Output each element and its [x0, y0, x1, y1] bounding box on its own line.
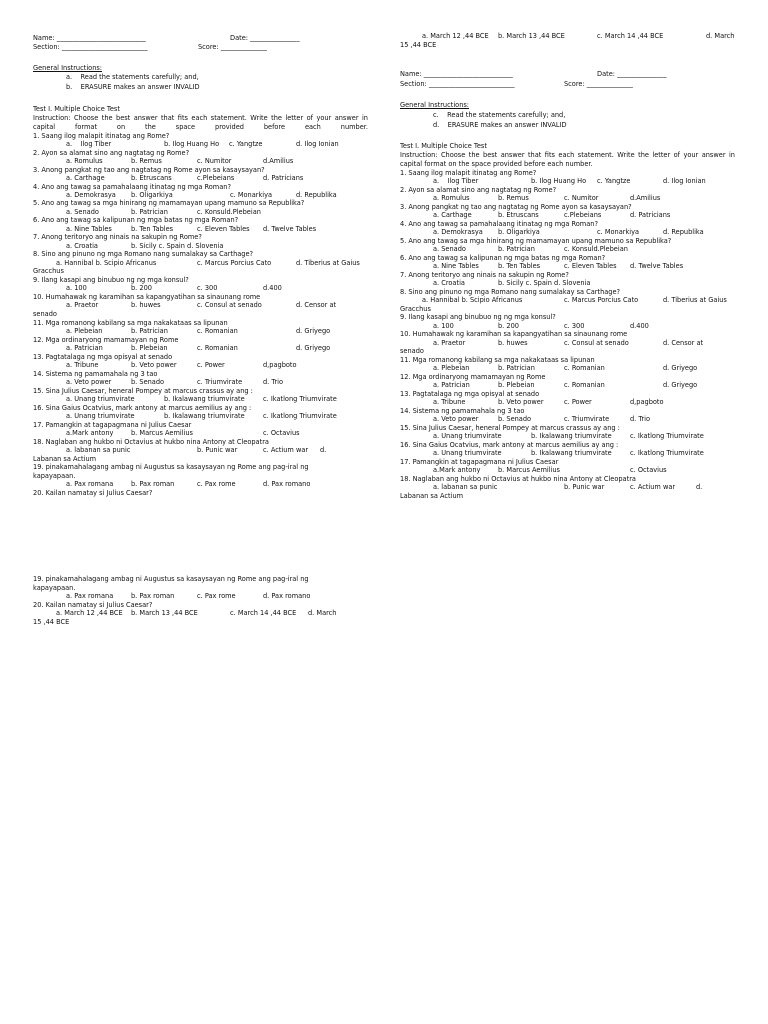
choice: d. Censor at: [663, 339, 704, 347]
choice: b. Etruscans: [131, 174, 172, 182]
choice: a. March 12 ,44 BCE: [56, 609, 123, 617]
choice: b. Punic war: [197, 446, 238, 454]
test-instruction: Instruction: Choose the best answer that fits each statement. Write the letter of your answer in capital format on the space provided before each number.: [33, 114, 368, 131]
choice-continuation: 15 ,44 BCE: [33, 618, 70, 626]
choice: c. Actium war: [263, 446, 309, 454]
choice: a. Pax romana: [66, 592, 114, 600]
question: 7. Anong teritoryo ang ninais na sakupin ng Rome?: [33, 233, 202, 241]
choice: b. Marcus Aemilius: [131, 429, 193, 437]
choice: c. Pax rome: [197, 480, 236, 488]
question: 17. Pamangkin at tagapagmana ni Julius Caesar: [400, 458, 559, 466]
choice: d.400: [263, 284, 282, 292]
choice: c. Ikatlong Triumvirate: [630, 449, 704, 457]
choice: a. Romulus: [66, 157, 103, 165]
choice: a. Unang triumvirate: [433, 432, 502, 440]
choice: c. Octavius: [263, 429, 300, 437]
choice: a. Ilog Tiber: [66, 140, 112, 148]
choice: d. Pax romano: [263, 592, 311, 600]
choice: b. Plebeian: [498, 381, 535, 389]
choice: d. Censor at: [296, 301, 337, 309]
instruction-item: b. ERASURE makes an answer INVALID: [66, 83, 200, 91]
choice: c. Romanian: [197, 344, 238, 352]
choice: c. Romanian: [564, 364, 605, 372]
choice: a. labanan sa punic: [433, 483, 498, 491]
choice: a. 100: [433, 322, 454, 330]
choice: d.: [320, 446, 327, 454]
question: 16. Sina Gaius Ocatvius, mark antony at marcus aemilius ay ang :: [400, 441, 619, 449]
question: 11. Mga romanong kabilang sa mga nakakataas sa lipunan: [33, 319, 228, 327]
question: 12. Mga ordinaryong mamamayan ng Rome: [33, 336, 179, 344]
question: 2. Ayon sa alamat sino ang nagtatag ng Rome?: [400, 186, 557, 194]
question: 3. Anong pangkat ng tao ang nagtatag ng Rome ayon sa kasaysayan?: [33, 166, 265, 174]
choice: d,pagboto: [630, 398, 664, 406]
section-field[interactable]: Section: __________________________: [33, 43, 148, 51]
choice: b. March 13 ,44 BCE: [131, 609, 198, 617]
choice: c. 300: [197, 284, 218, 292]
choice-continuation: Labanan sa Actium: [33, 455, 97, 463]
choice-continuation: senado: [33, 310, 57, 318]
choice: b. Remus: [131, 157, 162, 165]
choice: c. Ikatlong Triumvirate: [263, 412, 337, 420]
question: 13. Pagtatalaga ng mga opisyal at senado: [33, 353, 173, 361]
choice: b. Patrician: [131, 208, 168, 216]
choice: a. Patrician: [66, 344, 103, 352]
choice: b. March 13 ,44 BCE: [498, 32, 565, 40]
choice: a.Mark antony: [433, 466, 481, 474]
choice: b. Etruscans: [498, 211, 539, 219]
question: 2. Ayon sa alamat sino ang nagtatag ng Rome?: [33, 149, 190, 157]
choice: b. 200: [498, 322, 519, 330]
choice: d. Trio: [630, 415, 651, 423]
question: 16. Sina Gaius Ocatvius, mark antony at marcus aemilius ay ang :: [33, 404, 252, 412]
choice: c. Eleven Tables: [564, 262, 617, 270]
choice: c. March 14 ,44 BCE: [597, 32, 664, 40]
choice: a. Croatia: [66, 242, 98, 250]
choice: b. Ikalawang triumvirate: [164, 395, 245, 403]
choice: c. Actium war: [630, 483, 676, 491]
choice: b. Senado: [131, 378, 165, 386]
choice: d.Amilius: [630, 194, 661, 202]
instruction-item: a. Read the statements carefully; and,: [66, 73, 199, 81]
choice: c. Romanian: [564, 381, 605, 389]
choice: b. Patrician: [131, 327, 168, 335]
choice: d. Tiberius at Gaius: [296, 259, 360, 267]
choice: c. Eleven Tables: [197, 225, 250, 233]
choice: d. March: [308, 609, 337, 617]
choice: b. Ikalawang triumvirate: [531, 432, 612, 440]
choice: b. Sicily c. Spain d. Slovenia: [498, 279, 591, 287]
choice: d. Patricians: [263, 174, 304, 182]
question: 14. Sistema ng pamamahala ng 3 tao: [400, 407, 525, 415]
question: 15. Sina Julius Caesar, heneral Pompey at marcus crassus ay ang :: [400, 424, 620, 432]
choice: a. labanan sa punic: [66, 446, 131, 454]
choice: c.Plebeians: [564, 211, 602, 219]
choice: d. Patricians: [630, 211, 671, 219]
question: 6. Ano ang tawag sa kalipunan ng mga batas ng mga Roman?: [400, 254, 606, 262]
test-instruction: Instruction: Choose the best answer that fits each statement. Write the letter of your answer in capital format on the space provided before each number.: [400, 151, 735, 168]
choice: d. Griyego: [663, 364, 698, 372]
choice: b. Sicily c. Spain d. Slovenia: [131, 242, 224, 250]
choice: b. Pax roman: [131, 592, 175, 600]
name-field[interactable]: Name: ___________________________: [33, 34, 146, 42]
choice: a. March 12 ,44 BCE: [422, 32, 489, 40]
choice: a. Senado: [433, 245, 466, 253]
test-title: Test I. Multiple Choice Test: [400, 142, 487, 150]
choice: a. Unang triumvirate: [433, 449, 502, 457]
choice: b. Ilog Huang Ho: [531, 177, 587, 185]
choice: c. Numitor: [564, 194, 599, 202]
choice: b. Ikalawang triumvirate: [531, 449, 612, 457]
choice: c. Triumvirate: [197, 378, 243, 386]
question: 8. Sino ang pinuno ng mga Romano nang sumalakay sa Carthage?: [33, 250, 254, 258]
choice: b. Marcus Aemilius: [498, 466, 560, 474]
choice: d. Twelve Tables: [630, 262, 684, 270]
choice: c. Triumvirate: [564, 415, 610, 423]
choice-continuation: 15 ,44 BCE: [400, 41, 437, 49]
question: 9. Ilang kasapi ang binubuo ng ng mga konsul?: [400, 313, 556, 321]
choice: a. Demokrasya: [433, 228, 483, 236]
choice: c. Romanian: [197, 327, 238, 335]
choice: c. Numitor: [197, 157, 232, 165]
choice: c. Marcus Porcius Cato: [197, 259, 272, 267]
choice: b. Remus: [498, 194, 529, 202]
question: 17. Pamangkin at tagapagmana ni Julius Caesar: [33, 421, 192, 429]
choice: c. Consul at senado: [564, 339, 629, 347]
choice-continuation: senado: [400, 347, 424, 355]
choice: d. Ilog Ionian: [296, 140, 339, 148]
choice: b. Ikalawang triumvirate: [164, 412, 245, 420]
choice: c. Monarkiya: [230, 191, 273, 199]
question: 20. Kailan namatay si Julius Caesar?: [33, 489, 153, 497]
choice: a. Tribune: [433, 398, 466, 406]
date-field[interactable]: Date: _______________: [597, 70, 667, 78]
choice: d. Griyego: [296, 327, 331, 335]
question: 19. pinakamahalagang ambag ni Augustus sa kasaysayan ng Rome ang pag-iral ng: [33, 463, 309, 471]
choice: b. Patrician: [498, 245, 535, 253]
choice: d.: [696, 483, 703, 491]
date-field[interactable]: Date: _______________: [230, 34, 300, 42]
choice: a. Veto power: [66, 378, 112, 386]
choice-continuation: Gracchus: [400, 305, 431, 313]
question: 18. Naglaban ang hukbo ni Octavius at hukbo nina Antony at Cleopatra: [33, 438, 269, 446]
choice: a. Carthage: [433, 211, 472, 219]
choice: b. Patrician: [498, 364, 535, 372]
name-field[interactable]: Name: ___________________________: [400, 70, 513, 78]
question: 6. Ano ang tawag sa kalipunan ng mga batas ng mga Roman?: [33, 216, 239, 224]
question: 13. Pagtatalaga ng mga opisyal at senado: [400, 390, 540, 398]
choice: c. Ikatlong Triumvirate: [630, 432, 704, 440]
choice: b. Veto power: [498, 398, 544, 406]
question: 8. Sino ang pinuno ng mga Romano nang sumalakay sa Carthage?: [400, 288, 621, 296]
choice: b. huwes: [131, 301, 161, 309]
choice: a. Hannibal b. Scipio Africanus: [56, 259, 157, 267]
question: 5. Ano ang tawag sa mga hinirang ng mamamayan upang mamuno sa Republika?: [400, 237, 672, 245]
choice: b. Plebeian: [131, 344, 168, 352]
choice: b. Ten Tables: [131, 225, 174, 233]
question: 10. Humahawak ng karamihan sa kapangyatihan sa sinaunang rome: [33, 293, 261, 301]
choice: b. Oligarkiya: [498, 228, 540, 236]
choice: d. Ilog Ionian: [663, 177, 706, 185]
choice: a. Hannibal b. Scipio Africanus: [422, 296, 523, 304]
choice: d.400: [630, 322, 649, 330]
question: 15. Sina Julius Caesar, heneral Pompey at marcus crassus ay ang :: [33, 387, 253, 395]
general-instructions-title: General Instructions:: [33, 64, 103, 72]
question: 20. Kailan namatay si Julius Caesar?: [33, 601, 153, 609]
question: 12. Mga ordinaryong mamamayan ng Rome: [400, 373, 546, 381]
choice: c. Yangtze: [229, 140, 263, 148]
choice: a. Carthage: [66, 174, 105, 182]
score-field[interactable]: Score: ______________: [198, 43, 267, 51]
choice: c. Power: [564, 398, 592, 406]
choice: d. Twelve Tables: [263, 225, 317, 233]
choice: b. Ilog Huang Ho: [164, 140, 220, 148]
choice: d. Tiberius at Gaius: [663, 296, 727, 304]
choice: a. Unang triumvirate: [66, 395, 135, 403]
question: 10. Humahawak ng karamihan sa kapangyatihan sa sinaunang rome: [400, 330, 628, 338]
choice: a. Patrician: [433, 381, 470, 389]
instruction-item: d. ERASURE makes an answer INVALID: [433, 121, 567, 129]
choice: a. Romulus: [433, 194, 470, 202]
question: 4. Ano ang tawag sa pamahalaang itinatag ng mga Roman?: [400, 220, 598, 228]
choice: d. Republika: [296, 191, 337, 199]
choice: d,pagboto: [263, 361, 297, 369]
question: 4. Ano ang tawag sa pamahalaang itinatag ng mga Roman?: [33, 183, 231, 191]
choice-continuation: Labanan sa Actium: [400, 492, 464, 500]
choice: c. Ikatlong Triumvirate: [263, 395, 337, 403]
choice: c.Plebeians: [197, 174, 235, 182]
choice: b. Oligarkiya: [131, 191, 173, 199]
choice: a. Demokrasya: [66, 191, 116, 199]
question: 14. Sistema ng pamamahala ng 3 tao: [33, 370, 158, 378]
choice-continuation: Gracchus: [33, 267, 64, 275]
choice: b. Pax roman: [131, 480, 175, 488]
test-title: Test I. Multiple Choice Test: [33, 105, 120, 113]
choice: c. Power: [197, 361, 225, 369]
choice: a. Ilog Tiber: [433, 177, 479, 185]
choice: a. Nine Tables: [66, 225, 112, 233]
choice: b. Veto power: [131, 361, 177, 369]
choice: a. Pax romana: [66, 480, 114, 488]
choice: b. huwes: [498, 339, 528, 347]
score-field[interactable]: Score: ______________: [564, 80, 633, 88]
choice: d. Trio: [263, 378, 284, 386]
choice: a. Croatia: [433, 279, 465, 287]
choice: c. Monarkiya: [597, 228, 640, 236]
question-continuation: kapayapaan.: [33, 584, 76, 592]
question: 3. Anong pangkat ng tao ang nagtatag ng Rome ayon sa kasaysayan?: [400, 203, 632, 211]
choice: c. Octavius: [630, 466, 667, 474]
question: 18. Naglaban ang hukbo ni Octavius at hukbo nina Antony at Cleopatra: [400, 475, 636, 483]
choice: a. Praetor: [66, 301, 99, 309]
choice: d. Griyego: [663, 381, 698, 389]
choice: d.Amilius: [263, 157, 294, 165]
question: 1. Saang ilog malapit itinatag ang Rome?: [400, 169, 537, 177]
question-continuation: kapayapaan.: [33, 472, 76, 480]
question: 11. Mga romanong kabilang sa mga nakakataas sa lipunan: [400, 356, 595, 364]
question: 1. Saang ilog malapit itinatag ang Rome?: [33, 132, 170, 140]
choice: a. Tribune: [66, 361, 99, 369]
choice: b. Senado: [498, 415, 532, 423]
choice: a. Plebeian: [66, 327, 103, 335]
choice: a. Senado: [66, 208, 99, 216]
choice: b. 200: [131, 284, 152, 292]
choice: c. Konsuld.Plebeian: [197, 208, 261, 216]
choice: a. Veto power: [433, 415, 479, 423]
choice: b. Ten Tables: [498, 262, 541, 270]
question: 7. Anong teritoryo ang ninais na sakupin ng Rome?: [400, 271, 569, 279]
choice: d. Republika: [663, 228, 704, 236]
question: 19. pinakamahalagang ambag ni Augustus sa kasaysayan ng Rome ang pag-iral ng: [33, 575, 309, 583]
choice: c. Konsuld.Plebeian: [564, 245, 628, 253]
choice: c. Yangtze: [597, 177, 631, 185]
choice: c. Pax rome: [197, 592, 236, 600]
choice: c. Consul at senado: [197, 301, 262, 309]
choice: c. Marcus Porcius Cato: [564, 296, 639, 304]
instruction-item: c. Read the statements carefully; and,: [433, 111, 566, 119]
choice: a. Unang triumvirate: [66, 412, 135, 420]
choice: d. Griyego: [296, 344, 331, 352]
choice: d. Pax romano: [263, 480, 311, 488]
question: 9. Ilang kasapi ang binubuo ng ng mga konsul?: [33, 276, 189, 284]
choice: a.Mark antony: [66, 429, 114, 437]
section-field[interactable]: Section: __________________________: [400, 80, 515, 88]
choice: a. Plebeian: [433, 364, 470, 372]
choice: a. Nine Tables: [433, 262, 479, 270]
choice: a. Praetor: [433, 339, 466, 347]
choice: c. 300: [564, 322, 585, 330]
general-instructions-title: General Instructions:: [400, 101, 470, 109]
choice: c. March 14 ,44 BCE: [230, 609, 297, 617]
question: 5. Ano ang tawag sa mga hinirang ng mamamayan upang mamuno sa Republika?: [33, 199, 305, 207]
choice: b. Punic war: [564, 483, 605, 491]
choice: d. March: [706, 32, 735, 40]
choice: a. 100: [66, 284, 87, 292]
